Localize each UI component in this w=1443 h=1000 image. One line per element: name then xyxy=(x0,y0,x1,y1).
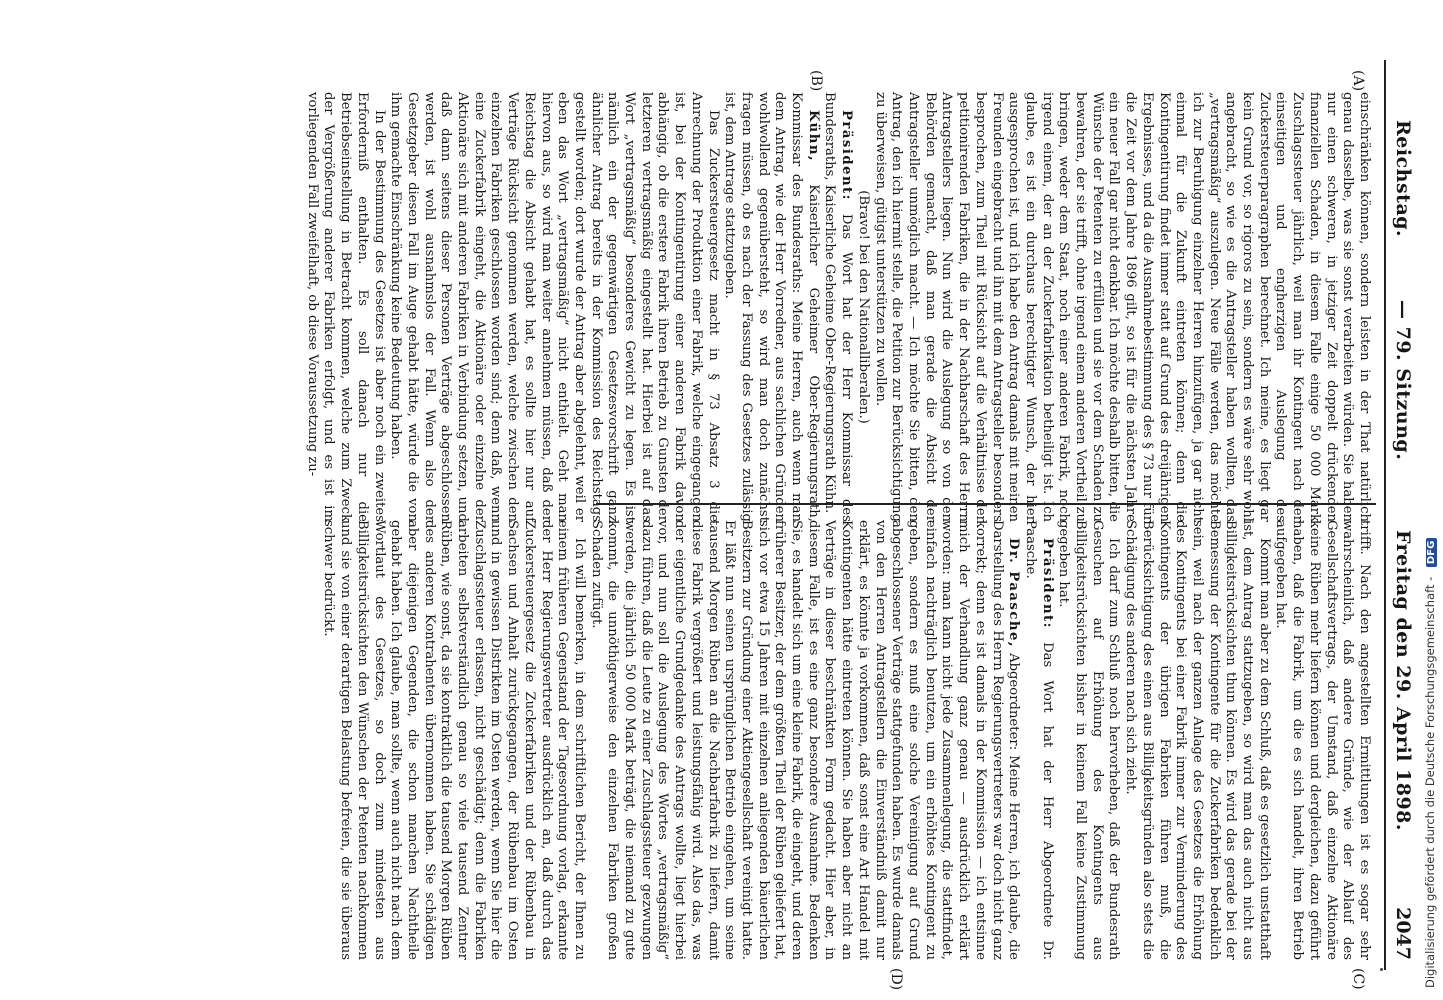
paragraph: Das Zuckersteuergesetz macht in § 73 Absatz 3 die Anrechnung der Produktion einer Fabrik, welche eingegangen ist, bei der Kontingentirung einer anderen Fabrik davon abhängig, ob die erstere Fabrik ihren Betrieb zu Gunsten der letzteren vertragsmäßig eingestellt hat. Hierbei ist auf das Wort „vertragsmäßig“ besonderes Gewicht zu legen. Es ist nämlich ein der gegenwärtigen Gesetzesvorschrift ganz ähnlicher Antrag bereits in der Kommission des Reichstags gestellt worden; dort wurde der Antrag aber abgelehnt, weil er eben das Wort „vertragsmäßig“ nicht enthielt. Geht man hiervon aus, so wird man weiter annehmen müssen, daß der Reichstag die Absicht gehabt hat, es sollte hier nur auf Verträge Rücksicht genommen werden, welche zwischen den einzelnen Fabriken geschlossen worden sind; denn daß, wenn eine Zuckerfabrik eingeht, die Aktionäre oder einzelne der Aktionäre sich mit anderen Fabriken in Verbindung setzen, und daß dann seitens dieser Personen Verträge abgeschlossen werden, ist wohl ausnahmslos der Fall. Wenn also der Gesetzgeber diesen Fall im Auge gehabt hätte, würde die von ihm gemachte Einschränkung keine Bedeutung haben. xyxy=(388,92,721,522)
margin-marker-a: (A) xyxy=(1350,70,1366,92)
margin-marker-d: (D) xyxy=(888,968,904,991)
speaker-name: Kühn, xyxy=(805,110,821,163)
header-left: Reichstag. xyxy=(1392,120,1414,238)
applause-note: (Bravo! bei den Nationalliberalen.) xyxy=(855,190,871,424)
speaker-name: Präsident: xyxy=(1039,538,1055,630)
speaker-name: Dr. Paasche, xyxy=(1006,538,1022,648)
dfg-logo: DFG xyxy=(1426,538,1437,567)
digitization-footer xyxy=(1395,0,1435,1000)
paragraph xyxy=(721,92,821,522)
header-title: — 79. Sitzung. xyxy=(1392,300,1414,461)
scan-speck xyxy=(1380,968,1383,971)
paragraph: Ich darf zum Schluß noch hervorheben, daß der Bundesrath Gesuchen auf Erhöhung des Kontingents aus Billigkeitsrücksichten bisher in keinem Fall keine Zustimmung gegeben hat. xyxy=(1056,520,1122,960)
speech-text: Abgeordneter: Meine Herren, ich glaube, die Darstellung des Herrn Regierungsvertreters war doch nicht ganz korrekt; denn es ist damals in der Kommission — ich entsinne mich der Verhandlung ganz genau — ausdrücklich erklärt worden: man kann nicht jede Zusammenlegung, die stattfindet, einfach nachträglich benutzen, um ein erhöhtes Kontingent zu geben, sondern es muß eine solche Vereinigung auf Grund abgeschlossener Verträge stattgefunden haben. Es wurde damals von den Herren Antragstellern die Einverständniß damit nur erklärt, es könnte ja vorkommen, daß sonst eine Art Handel mit Kontingenten hätte eintreten können. Sie haben aber nicht an Verträge in dieser beschränkten Form gedacht. Hier aber, in diesem Falle, ist es eine ganz besondere Ausnahme. Bedenken Sie, es handelt sich um eine kleine Fabrik, die eingeht, und deren früherer Besitzer, der dem größten Theil der Rüben geliefert hat, sich vor etwa 15 Jahren mit einzelnen anliegenden bäuerlichen Besitzern zur Gründung einer Aktiengesellschaft vereinigt hatte. Er läßt nun seinen ursprünglichen Betrieb eingehen, um seine tausend Morgen Rüben an die Nachbarfabrik zu liefern, damit diese Fabrik vergrößert und leistungsfähig wird. Also das, was der eigentliche Grundgedanke des Antrags wollte, liegt hierbei vor, und nun soll die Auslegung des Wortes „vertragsmäßig“ dazu führen, daß die Leute zu einer Zuschlagssteuer gezwungen werden, die jährlich 50 000 Mark beträgt, die niemand zu gute kommt, die unnöthigerweise den einzelnen Fabriken großen Schaden zufügt. xyxy=(588,520,1022,961)
paragraph: einschränken können, sondern leisten in der That natürlich genau dasselbe, was sie sonst verarbeiten würden. Sie haben nur einen schweren, in jetziger Zeit doppelt drückenden finanziellen Schaden, in diesem Falle einige 50 000 Mark Zuschlagssteuer jährlich, weil man ihr Kontingent nach der einseitigen und engherzigen Auslegung des Zuckersteuerparagraphen berechnet. Ich meine, es liegt gar kein Grund vor, so rigoros zu sein, sondern es wäre sehr wohl angebracht, so wie es die Antragsteller haben wollten, das „vertragsmäßig“ auszulegen. Neue Fälle werden, das möchte ich zur Beruhigung einzelner Herren hinzufügen, ja gar nicht einmal für die Zukunft eintreten können; denn die Kontingentirung findet immer statt auf Grund des dreijährigen Ergebnisses, und da die Ausnahmebestimmung des § 73 nur für die Zeit vor dem Jahre 1896 gilt, so ist für die nächsten Jahre ein neuer Fall gar nicht denkbar. Ich möchte deshalb bitten, die Wünsche der Petenten zu erfüllen und sie vor dem Schaden zu bewahren, der sie trifft, ohne irgend einem anderen Vortheil zu bringen, weder dem Staat, noch einer anderen Fabrik, noch irgend einem, der an der Zuckerfabrikation betheiligt ist. Ich glaube, es ist ein durchaus berechtigter Wunsch, der hier ausgesprochen ist, und ich habe den Antrag damals mit meinen Freunden eingebracht und ihn mit dem Antragsteller besonders besprochen, zum Theil mit Rücksicht auf die Verhältnisse der petitionirenden Fabriken, die in der Nachbarschaft des Herrn Antragstellers liegen. Nun wird die Auslegung so von den Behörden gemacht, daß man gerade die Absicht der Antragsteller unmöglich macht. — Ich möchte Sie bitten, den Antrag, den ich hiermit stelle, die Petition zur Berücksichtigung zu überweisen, gütigst unterstützen zu wollen. xyxy=(872,92,1372,522)
speech-text: Kaiserlicher Geheimer Ober-Regierungsrath, Kommissar des Bundesraths: Meine Herren, auch wenn man dem Antrag, wie der Herr Vorredner, aus sachlichen Gründen wohlwollend gegenübersteht, so wird man doch zunächst fragen müssen, ob es nach der Fassung des Gesetzes zulässig ist, dem Antrage stattzugeben. xyxy=(722,92,821,522)
paragraph xyxy=(587,520,1021,960)
header-date: Freitag den 29. April 1898. xyxy=(1392,530,1414,832)
margin-marker-b: (B) xyxy=(808,70,824,92)
paragraph: Kommt man aber zu dem Schluß, daß es gesetzlich unstatthaft ist, dem Antrag stattzugeben, so wird man das auch nicht aus Billigkeitsrücksichten thun können. Es wird das gerade bei der Bemessung der Kontingente für die Zuckerfabriken bedenklich sein, weil nach der ganzen Anlage des Gesetzes die Erhöhung des Kontingents bei einer Fabrik immer zur Verminderung des Kontingents der übrigen Fabriken führen muß, die Berücksichtigung des einen aus Billigkeitsgründen also stets die Schädigung des anderen nach sich zieht. xyxy=(1123,520,1272,960)
footer-text-wrap xyxy=(1423,0,1443,988)
speech-text: Das Wort hat der Herr Kommissar des Bundesraths, Kaiserliche Geheime Ober-Regierungsrath Kühn. xyxy=(822,92,855,522)
paragraph: In der Bestimmung des Gesetzes ist aber noch ein zweites Erforderniß enthalten. Es soll danach nur die Betriebseinstellung in Betracht kommen, welche zum Zweck der Vergrößerung anderer Fabriken erfolgt, und es ist im vorliegenden Fall zweifelhaft, ob diese Voraussetzung zu- xyxy=(304,92,387,522)
paragraph: trifft. Nach den angestellten Ermittlungen ist es sogar sehr wahrscheinlich, daß andere Gründe, wie der Ablauf des Gesellschaftsvertrags, der Umstand, daß einzelne Aktionäre keine Rüben mehr liefern können und dergleichen, dazu geführt haben, daß die Fabrik, um die es sich handelt, ihren Betrieb aufgegeben hat. xyxy=(1273,520,1372,960)
page-number: 2047 xyxy=(1392,907,1414,960)
left-column xyxy=(303,92,1372,522)
paragraph xyxy=(1021,520,1054,960)
header-rule xyxy=(1384,60,1386,970)
footer-text: Digitalisierung gefördert durch die Deutsche Forschungsgemeinschaft - xyxy=(1423,576,1437,988)
speaker-name: Präsident: xyxy=(839,110,855,202)
column-divider xyxy=(596,503,1376,505)
paragraph xyxy=(821,92,854,522)
right-column xyxy=(320,520,1372,960)
margin-marker-c: (C) xyxy=(1350,968,1366,990)
paragraph: Ich will bemerken, in dem schriftlichen Bericht, der Ihnen zu einem früheren Gegenstand der Tagesordnung vorlag, erkannte der Herr Regierungsvertreter ausdrücklich an, daß durch das Zuckersteuergesetz die Zuckerfabriken und der Rübenbau in Sachsen und Anhalt zurückgegangen, der Rübenbau im Osten und in gewissen Distrikten im Osten werden, wenn Sie hier die Zuschlagssteuer erlassen, nicht geschädigt; denn die Fabriken arbeiten selbstverständlich genau so viele tausend Zentner Rüben, wie sonst, da sie kontraktlich die tausend Morgen Rüben des anderen Kontrahenten übernommen haben. Sie schädigen aber diejenigen Gegenden, die schon manchen Nachtheile gehabt haben. Ich glaube, man sollte, wenn auch nicht nach dem Wortlaut des Gesetzes, so doch zum mindesten aus Billigkeitsrücksichten den Wünschen der Petenten nachkommen und sie von einer derartigen Belastung befreien, die sie überaus schwer bedrückt. xyxy=(321,520,587,960)
speech-text: Das Wort hat der Herr Abgeordnete Dr. Paasche. xyxy=(1022,520,1055,960)
